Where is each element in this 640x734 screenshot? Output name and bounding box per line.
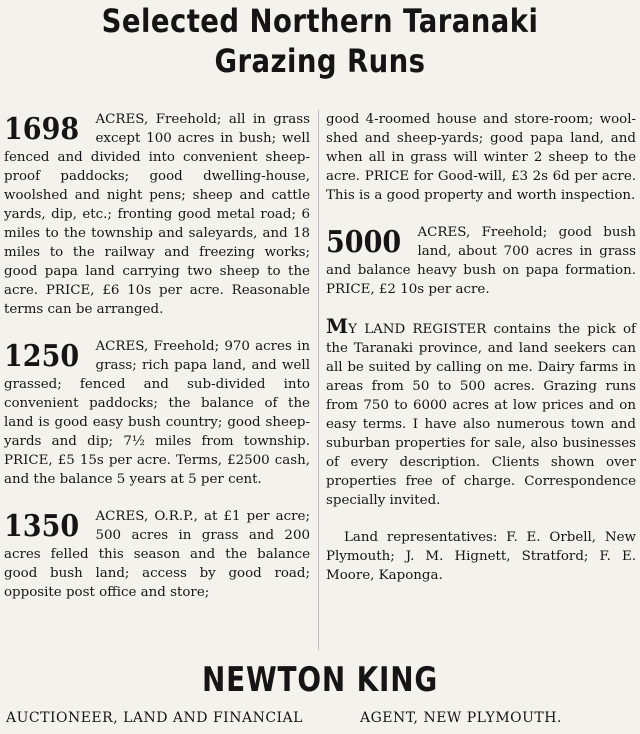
headline-line-2: Grazing Runs — [214, 42, 426, 80]
advertiser-title-left: AUCTIONEER, LAND AND FINANCIAL — [6, 710, 303, 726]
left-column — [4, 110, 310, 620]
listing-acreage: 1250 — [4, 339, 80, 374]
listing-1350 — [4, 507, 310, 602]
listing-5000 — [326, 223, 636, 299]
listing-acreage: 1350 — [4, 509, 80, 544]
drop-initial: M — [326, 314, 349, 338]
register-text: Y LAND REGISTER contains the pick of the Taranaki province, and land seekers can all be suited by calling on me. Dairy farms in areas from 50 to 500 acres. Grazing runs from 750 to 6000 acres at low prices and on easy terms. I have also numerous town and suburban properties for sale, also businesses of every description. Clients shown over properties free of charge. Correspondence specially invited. — [326, 322, 636, 508]
listing-1250 — [4, 337, 310, 489]
land-register-notice — [326, 314, 636, 510]
listing-acreage: 1698 — [4, 112, 80, 147]
listing-acreage: 5000 — [326, 225, 402, 260]
listing-text: ACRES, Freehold; 970 acres in grass; rich papa land, and well grassed; fenced and sub-divided into convenient paddocks; the balance of the land is good easy bush country; good sheep-yards and dip; 7½ miles from township. PRICE, £5 15s per acre. Terms, £2500 cash, and the balance 5 years at 5 per cent. — [4, 339, 310, 487]
listing-text: ACRES, Freehold; all in grass except 100 acres in bush; well fenced and divided into convenient sheep-proof paddocks; good dwelling-house, woolshed and night pens; sheep and cattle yards, dip, etc.; fronting good metal road; 6 miles to the township and saleyards, and 18 miles to the railway and freezing works; good papa land carrying two sheep to the acre. PRICE, £6 10s per acre. Reasonable terms can be arranged. — [4, 112, 310, 317]
advertiser-title-right: AGENT, NEW PLYMOUTH. — [360, 710, 562, 726]
listing-text: ACRES, Freehold; good bush land, about 700 acres in grass and balance heavy bush on papa formation. PRICE, £2 10s per acre. — [326, 225, 636, 297]
land-representatives: Land representatives: F. E. Orbell, New Plymouth; J. M. Hignett, Stratford; F. E. Moore, Kaponga. — [326, 530, 636, 583]
advertiser-name: NEWTON KING — [201, 660, 439, 700]
listing-text: ACRES, O.R.P., at £1 per acre; 500 acres in grass and 200 acres felled this season and the balance good bush land; access by good road; opposite post office and store; — [4, 509, 310, 600]
headline-line-1: Selected Northern Taranaki — [101, 2, 539, 40]
listing-1350-continued — [326, 110, 636, 205]
listing-1698 — [4, 110, 310, 319]
right-column — [326, 110, 636, 603]
column-divider — [318, 110, 319, 650]
listing-text: good 4-roomed house and store-room; wool-shed and sheep-yards; good papa land, and when all in grass will winter 2 sheep to the acre. PRICE for Good-will, £3 2s 6d per acre. This is a good property and worth inspection. — [326, 112, 636, 203]
